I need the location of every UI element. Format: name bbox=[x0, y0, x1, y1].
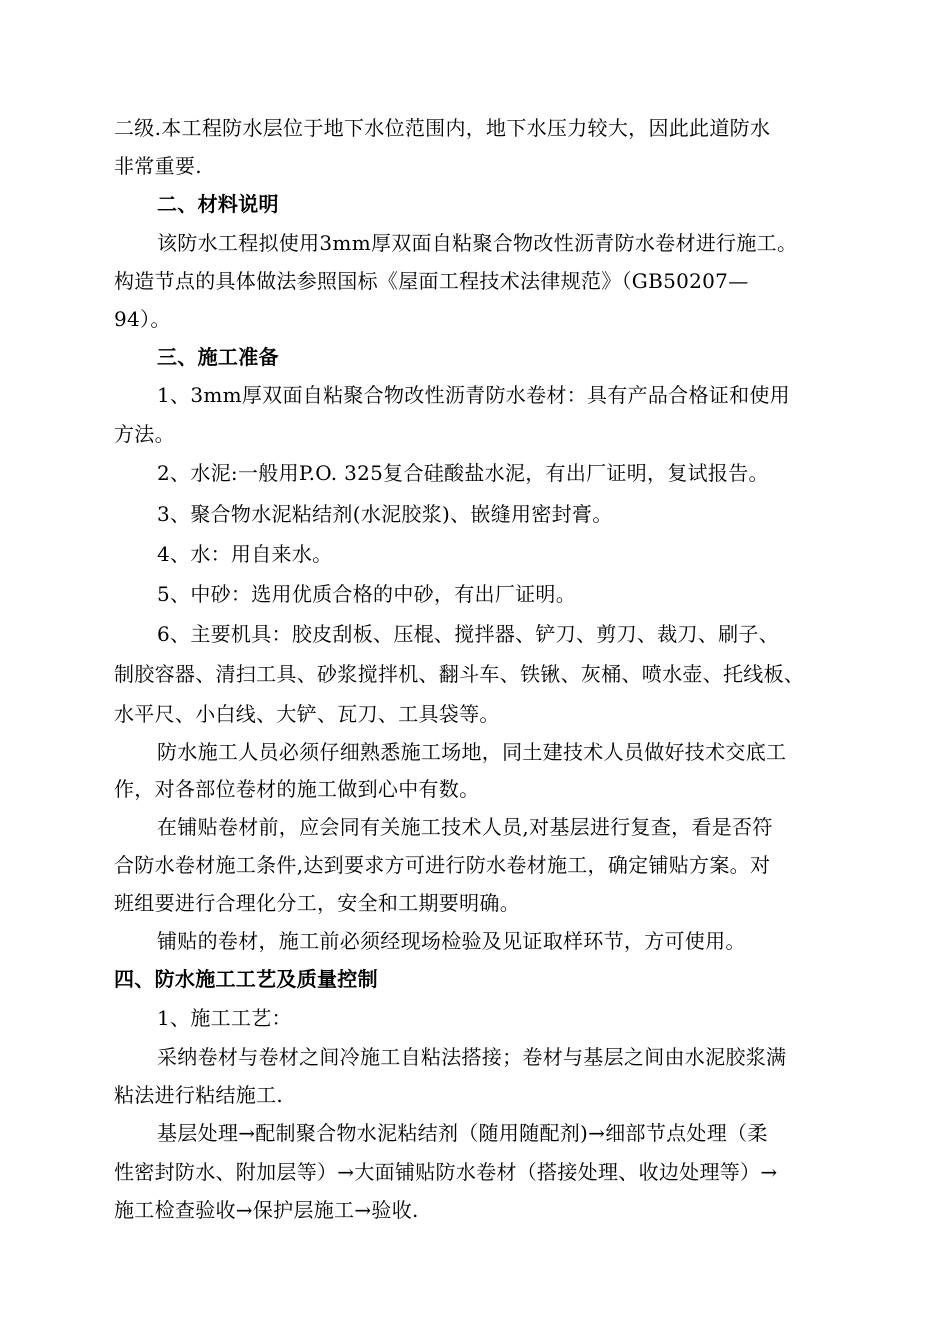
process-subheading: 1、施工工艺： bbox=[157, 1006, 292, 1030]
inspect-paragraph: 铺贴的卷材，施工前必须经现场检验及见证取样环节，方可使用。 bbox=[157, 929, 746, 953]
prep-item-6-line-3: 水平尺、小白线、大铲、瓦刀、工具袋等。 bbox=[114, 702, 500, 726]
section-2-heading: 二、材料说明 bbox=[157, 192, 279, 216]
prep-item-6-line-2: 制胶容器、清扫工具、砂浆搅拌机、翻斗车、铁锹、灰桶、喷水壶、托线板、 bbox=[114, 662, 805, 686]
method-paragraph-line-1: 采纳卷材与卷材之间冷施工自粘法搭接；卷材与基层之间由水泥胶浆满 bbox=[157, 1045, 787, 1069]
before-paragraph-line-3: 班组要进行合理化分工，安全和工期要明确。 bbox=[114, 891, 520, 915]
prep-item-4: 4、水：用自来水。 bbox=[157, 542, 333, 566]
before-paragraph-line-1: 在铺贴卷材前，应会同有关施工技术人员,对基层进行复查，看是否符 bbox=[157, 815, 773, 839]
section-2-paragraph-line-2: 构造节点的具体做法参照国标《屋面工程技术法律规范》（GB50207— bbox=[114, 269, 749, 293]
section-3-heading: 三、施工准备 bbox=[157, 345, 279, 369]
method-paragraph-line-2: 粘法进行粘结施工. bbox=[114, 1083, 284, 1107]
intro-line-2: 非常重要. bbox=[114, 154, 202, 178]
section-4-heading: 四、防水施工工艺及质量控制 bbox=[114, 967, 378, 991]
section-2-paragraph-line-1: 该防水工程拟使用3mm厚双面自粘聚合物改性沥青防水卷材进行施工。 bbox=[157, 231, 798, 255]
before-paragraph-line-2: 合防水卷材施工条件,达到要求方可进行防水卷材施工，确定铺贴方案。对 bbox=[114, 853, 771, 877]
staff-paragraph-line-2: 作，对各部位卷材的施工做到心中有数。 bbox=[114, 777, 480, 801]
flow-paragraph-line-2: 性密封防水、附加层等）→大面铺贴防水卷材（搭接处理、收边处理等）→ bbox=[114, 1160, 778, 1184]
prep-item-6-line-1: 6、主要机具：胶皮刮板、压棍、搅拌器、铲刀、剪刀、裁刀、刷子、 bbox=[157, 622, 780, 646]
prep-item-1-line-2: 方法。 bbox=[114, 422, 175, 446]
prep-item-1-line-1: 1、3mm厚双面自粘聚合物改性沥青防水卷材：具有产品合格证和使用 bbox=[157, 383, 790, 407]
flow-paragraph-line-3: 施工检查验收→保护层施工→验收. bbox=[114, 1198, 419, 1222]
staff-paragraph-line-1: 防水施工人员必须仔细熟悉施工场地，同土建技术人员做好技术交底工 bbox=[157, 740, 787, 764]
section-2-paragraph-line-3: 94）。 bbox=[114, 307, 171, 331]
intro-line-1: 二级.本工程防水层位于地下水位范围内，地下水压力较大，因此此道防水 bbox=[114, 116, 771, 140]
prep-item-3: 3、聚合物水泥粘结剂(水泥胶浆)、嵌缝用密封膏。 bbox=[157, 502, 613, 526]
prep-item-5: 5、中砂：选用优质合格的中砂，有出厂证明。 bbox=[157, 582, 577, 606]
flow-paragraph-line-1: 基层处理→配制聚合物水泥粘结剂（随用随配剂)→细部节点处理（柔 bbox=[157, 1121, 768, 1145]
prep-item-2: 2、水泥:一般用P.O. 325复合硅酸盐水泥，有出厂证明，复试报告。 bbox=[157, 461, 769, 485]
